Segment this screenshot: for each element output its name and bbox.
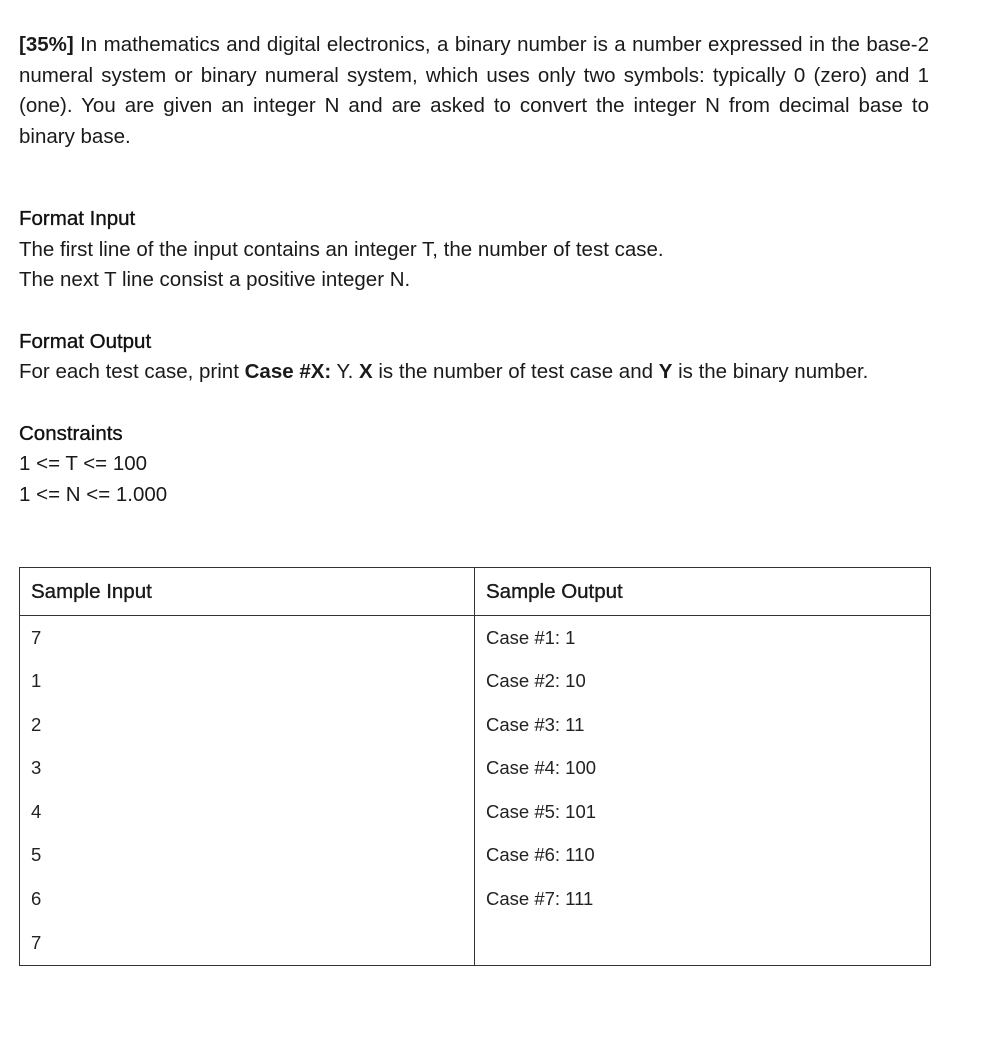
sample-input-cell: 2 (20, 703, 475, 747)
problem-statement (19, 30, 929, 510)
format-input-line-1: The first line of the input contains an integer T, the number of test case. (19, 237, 664, 261)
table-row (20, 921, 931, 966)
sample-output-cell: Case #3: 11 (475, 703, 931, 747)
table-row (20, 747, 931, 791)
sample-input-cell: 1 (20, 660, 475, 704)
table-row (20, 660, 931, 704)
format-output-y: Y (658, 360, 673, 383)
sample-input-cell: 7 (20, 616, 475, 660)
score-percentage: [35%] (19, 33, 74, 56)
format-output-case-label: Case #X: (244, 360, 332, 383)
sample-output-cell: Case #1: 1 (475, 616, 931, 660)
format-output-part: Y (331, 360, 348, 383)
format-output-part: is the binary number. (672, 360, 869, 383)
format-output-part: . (347, 360, 359, 383)
sample-output-header: Sample Output (475, 568, 931, 616)
sample-input-cell: 3 (20, 747, 475, 791)
constraints-section (19, 419, 929, 511)
sample-input-cell: 5 (20, 834, 475, 878)
sample-input-cell: 4 (20, 790, 475, 834)
constraint-n: 1 <= N <= 1.000 (19, 482, 168, 506)
sample-table-header (20, 568, 931, 616)
format-output-text (19, 357, 929, 388)
sample-output-cell (475, 921, 931, 966)
table-row (20, 616, 931, 660)
table-row (20, 790, 931, 834)
format-output-part: is the number of test case and (372, 360, 659, 383)
sample-input-header: Sample Input (20, 568, 475, 616)
sample-output-cell: Case #7: 111 (475, 877, 931, 921)
format-output-part: For each test case, print (19, 360, 245, 383)
format-output-section (19, 327, 929, 388)
intro-paragraph (19, 30, 929, 152)
sample-output-cell: Case #4: 100 (475, 747, 931, 791)
sample-input-cell: 6 (20, 877, 475, 921)
sample-output-cell: Case #5: 101 (475, 790, 931, 834)
sample-table (19, 567, 931, 966)
format-input-line-2: The next T line consist a positive integer N. (19, 268, 411, 291)
table-row (20, 703, 931, 747)
sample-output-cell: Case #2: 10 (475, 660, 931, 704)
table-row (20, 877, 931, 921)
table-row (20, 834, 931, 878)
format-output-heading: Format Output (19, 329, 152, 353)
sample-output-cell: Case #6: 110 (475, 834, 931, 878)
format-input-heading: Format Input (19, 207, 136, 230)
format-output-x: X (358, 360, 373, 383)
constraints-heading: Constraints (19, 421, 123, 445)
format-input-section (19, 204, 929, 296)
constraint-t: 1 <= T <= 100 (19, 452, 148, 475)
sample-input-cell: 7 (20, 921, 475, 966)
intro-text: In mathematics and digital electronics, a binary number is a number expressed in the base-2 numeral system or binary numeral system, which uses only two symbols: typically 0 (zero) and 1 (one). You are given an integer N and are asked to convert the integer N from decimal base to binary base. (19, 33, 929, 148)
